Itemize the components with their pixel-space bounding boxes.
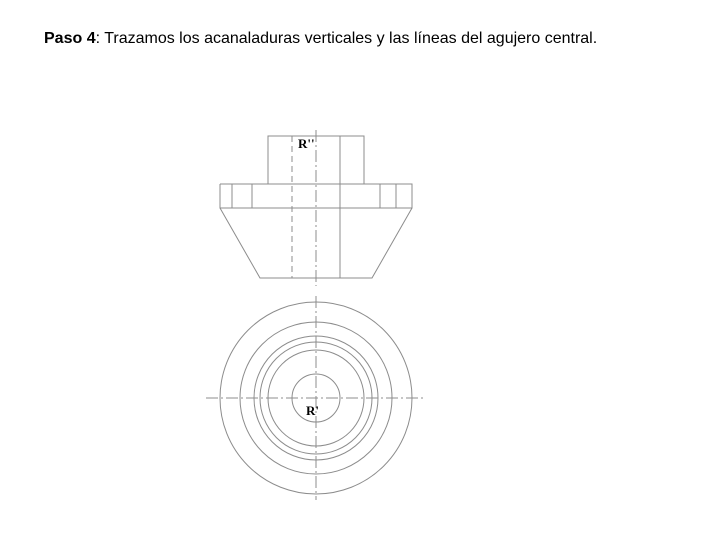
step-number: Paso 4 [44, 30, 96, 47]
plan-label: R' [306, 403, 319, 418]
plan-view [206, 296, 426, 500]
groove-right [380, 184, 396, 208]
elevation-label: R'' [298, 136, 315, 151]
elevation-view [220, 130, 412, 286]
step-description: : Trazamos los acanaladuras verticales y las líneas del agujero central. [95, 30, 598, 47]
